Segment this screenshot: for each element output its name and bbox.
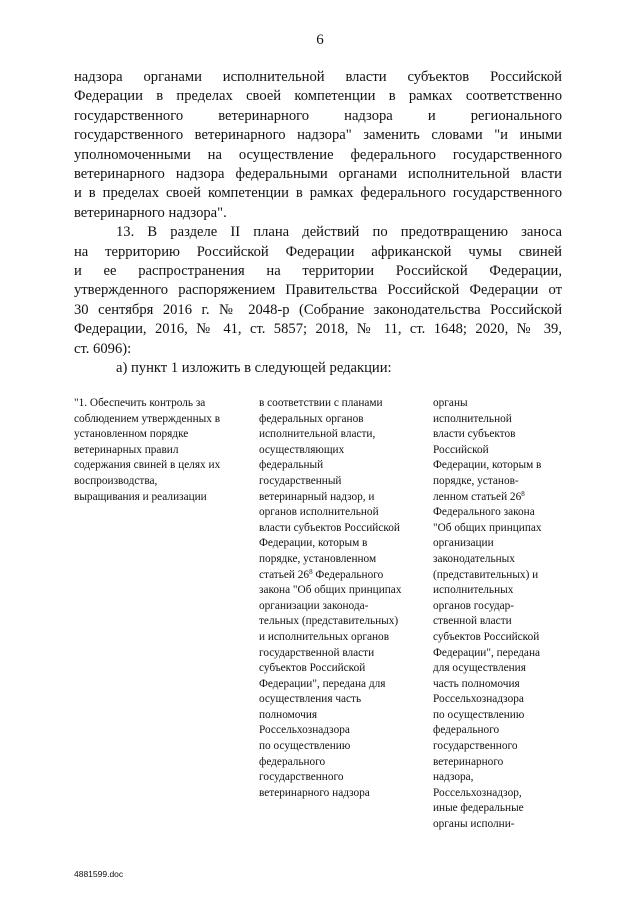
document-body [74,68,562,379]
text-line: ветеринарного надзора федеральными органами исполнительной власти [74,166,562,183]
table-cell-line: порядке, установ- [433,474,519,487]
table-cell-line: ветеринарных правил [74,443,179,456]
table-cell-line: "Об общих принципах [433,521,542,534]
table-cell-line: субъектов Российской [259,662,366,675]
table-cell-line: Российской [433,443,489,456]
table-cell-line: федеральный [259,459,324,472]
file-name-footer: 4881599.doc [74,869,124,879]
table-cell-line: власти субъектов Российской [259,521,400,534]
table-cell-line: органов исполнительной [259,506,379,519]
text-line: утвержденного распоряжением Правительства Российской Федерации от [74,282,562,299]
table-cell-line: в соответствии с планами [259,397,383,409]
table-cell-line: полномочия [259,708,318,721]
table-cell-line: органов государ- [433,599,515,612]
table-cell-line: ветеринарного [433,755,504,768]
table-cell-line: осуществляющих [259,443,345,456]
text-line: на территорию Российской Федерации африканской чумы свиней [74,243,562,260]
text-line: 30 сентября 2016 г. № 2048-р (Собрание законодательства Российской [74,301,562,318]
table-cell-line: тельных (представительных) [259,615,399,628]
table-cell-line: Федерации, которым в [259,537,368,550]
text-line: Федерации в пределах своей компетенции в рамках соответственно [74,88,562,105]
table-column-2 [259,396,424,801]
table-cell-line: статьей $26^8$ Федерального [259,567,384,581]
text-line: и ее распространения на территории Российской Федерации, [74,263,562,280]
table-column-3 [433,396,563,833]
table-cell-line: федерального [433,724,500,737]
table-cell-line: ленном статьей $26^8$ [433,489,525,503]
table-cell-line: и исполнительных органов [259,630,390,643]
table-cell-line: осуществления часть [259,693,362,706]
table-cell-line: федерального [259,755,326,768]
page-number: 6 [316,32,324,48]
table-cell-line: государственного [259,771,344,784]
table-cell-line: Федерального закона [433,506,535,519]
table-cell-line: надзора, [433,771,474,784]
table-cell-line: по осуществлению [433,708,525,721]
table-cell-line: исполнительной [433,412,512,425]
text-line: надзора органами исполнительной власти субъектов Российской [74,69,562,85]
table-cell-line: выращивания и реализации [74,490,207,503]
table-cell-line: государственной власти [259,646,375,659]
table-cell-line: ветеринарного надзора [259,786,370,799]
table-cell-line: субъектов Российской [433,630,540,643]
table-cell-line: федеральных органов [259,412,364,425]
table-cell-line: организации законода- [259,599,369,612]
table-cell-line: законодательных [433,552,515,565]
table-cell-line: Россельхознадзор, [433,786,522,799]
table-cell-line: (представительных) и [433,568,539,581]
text-line: уполномоченными на осуществление федерального государственного [74,146,562,163]
text-line: 13. В разделе II плана действий по предотвращению заноса [116,224,562,241]
table-cell-line: Россельхознадзора [433,693,524,706]
text-line: Федерации, 2016, № 41, ст. 5857; 2018, № 11, ст. 1648; 2020, № 39, [74,321,562,338]
table-cell-line: Федерации, которым в [433,459,542,472]
table-cell-line: порядке, установленном [259,552,377,565]
footnote-superscript: 8 [521,489,525,498]
text-line: ст. 6096): [74,340,132,357]
table-cell-line: ственной власти [433,615,512,628]
table-cell-line: для осуществления [433,662,526,675]
table-cell-line: соблюдением утвержденных в [74,412,221,425]
table-cell-line: органы [433,397,468,409]
text-line: ветеринарного надзора". [74,204,227,221]
table-cell-line: Россельхознадзора [259,724,350,737]
table-cell-line: по осуществлению [259,740,351,753]
table-cell-line: Федерации", передана [433,646,541,659]
table-cell-line: "1. Обеспечить контроль за [74,397,206,409]
table-cell-line: организации [433,537,494,550]
table-cell-line: ветеринарный надзор, и [259,490,375,503]
table-cell-line: государственный [259,474,342,487]
table-cell-line: установленном порядке [74,428,189,441]
table-cell-line: содержания свиней в целях их [74,459,221,472]
table-column-1 [74,396,249,505]
table-cell-line: исполнительной власти, [259,428,376,441]
footnote-superscript: 8 [309,567,313,576]
text-line: и в пределах своей компетенции в рамках федерального государственного [74,185,562,202]
table-cell-line: Федерации", передана для [259,677,386,690]
table-cell-line: государственного [433,740,518,753]
table-cell-line: закона "Об общих принципах [259,584,402,597]
text-line: а) пункт 1 изложить в следующей редакции: [116,360,392,377]
table-cell-line: власти субъектов [433,428,516,441]
table-cell-line: воспроизводства, [74,474,158,487]
table-cell-line: органы исполни- [433,818,515,831]
table-cell-line: часть полномочия [433,677,520,690]
text-line: государственного ветеринарного надзора и регионального [74,107,562,124]
table-cell-line: исполнительных [433,584,514,597]
text-line: государственного ветеринарного надзора" заменить словами "и иными [74,127,562,144]
table-cell-line: иные федеральные [433,802,524,815]
